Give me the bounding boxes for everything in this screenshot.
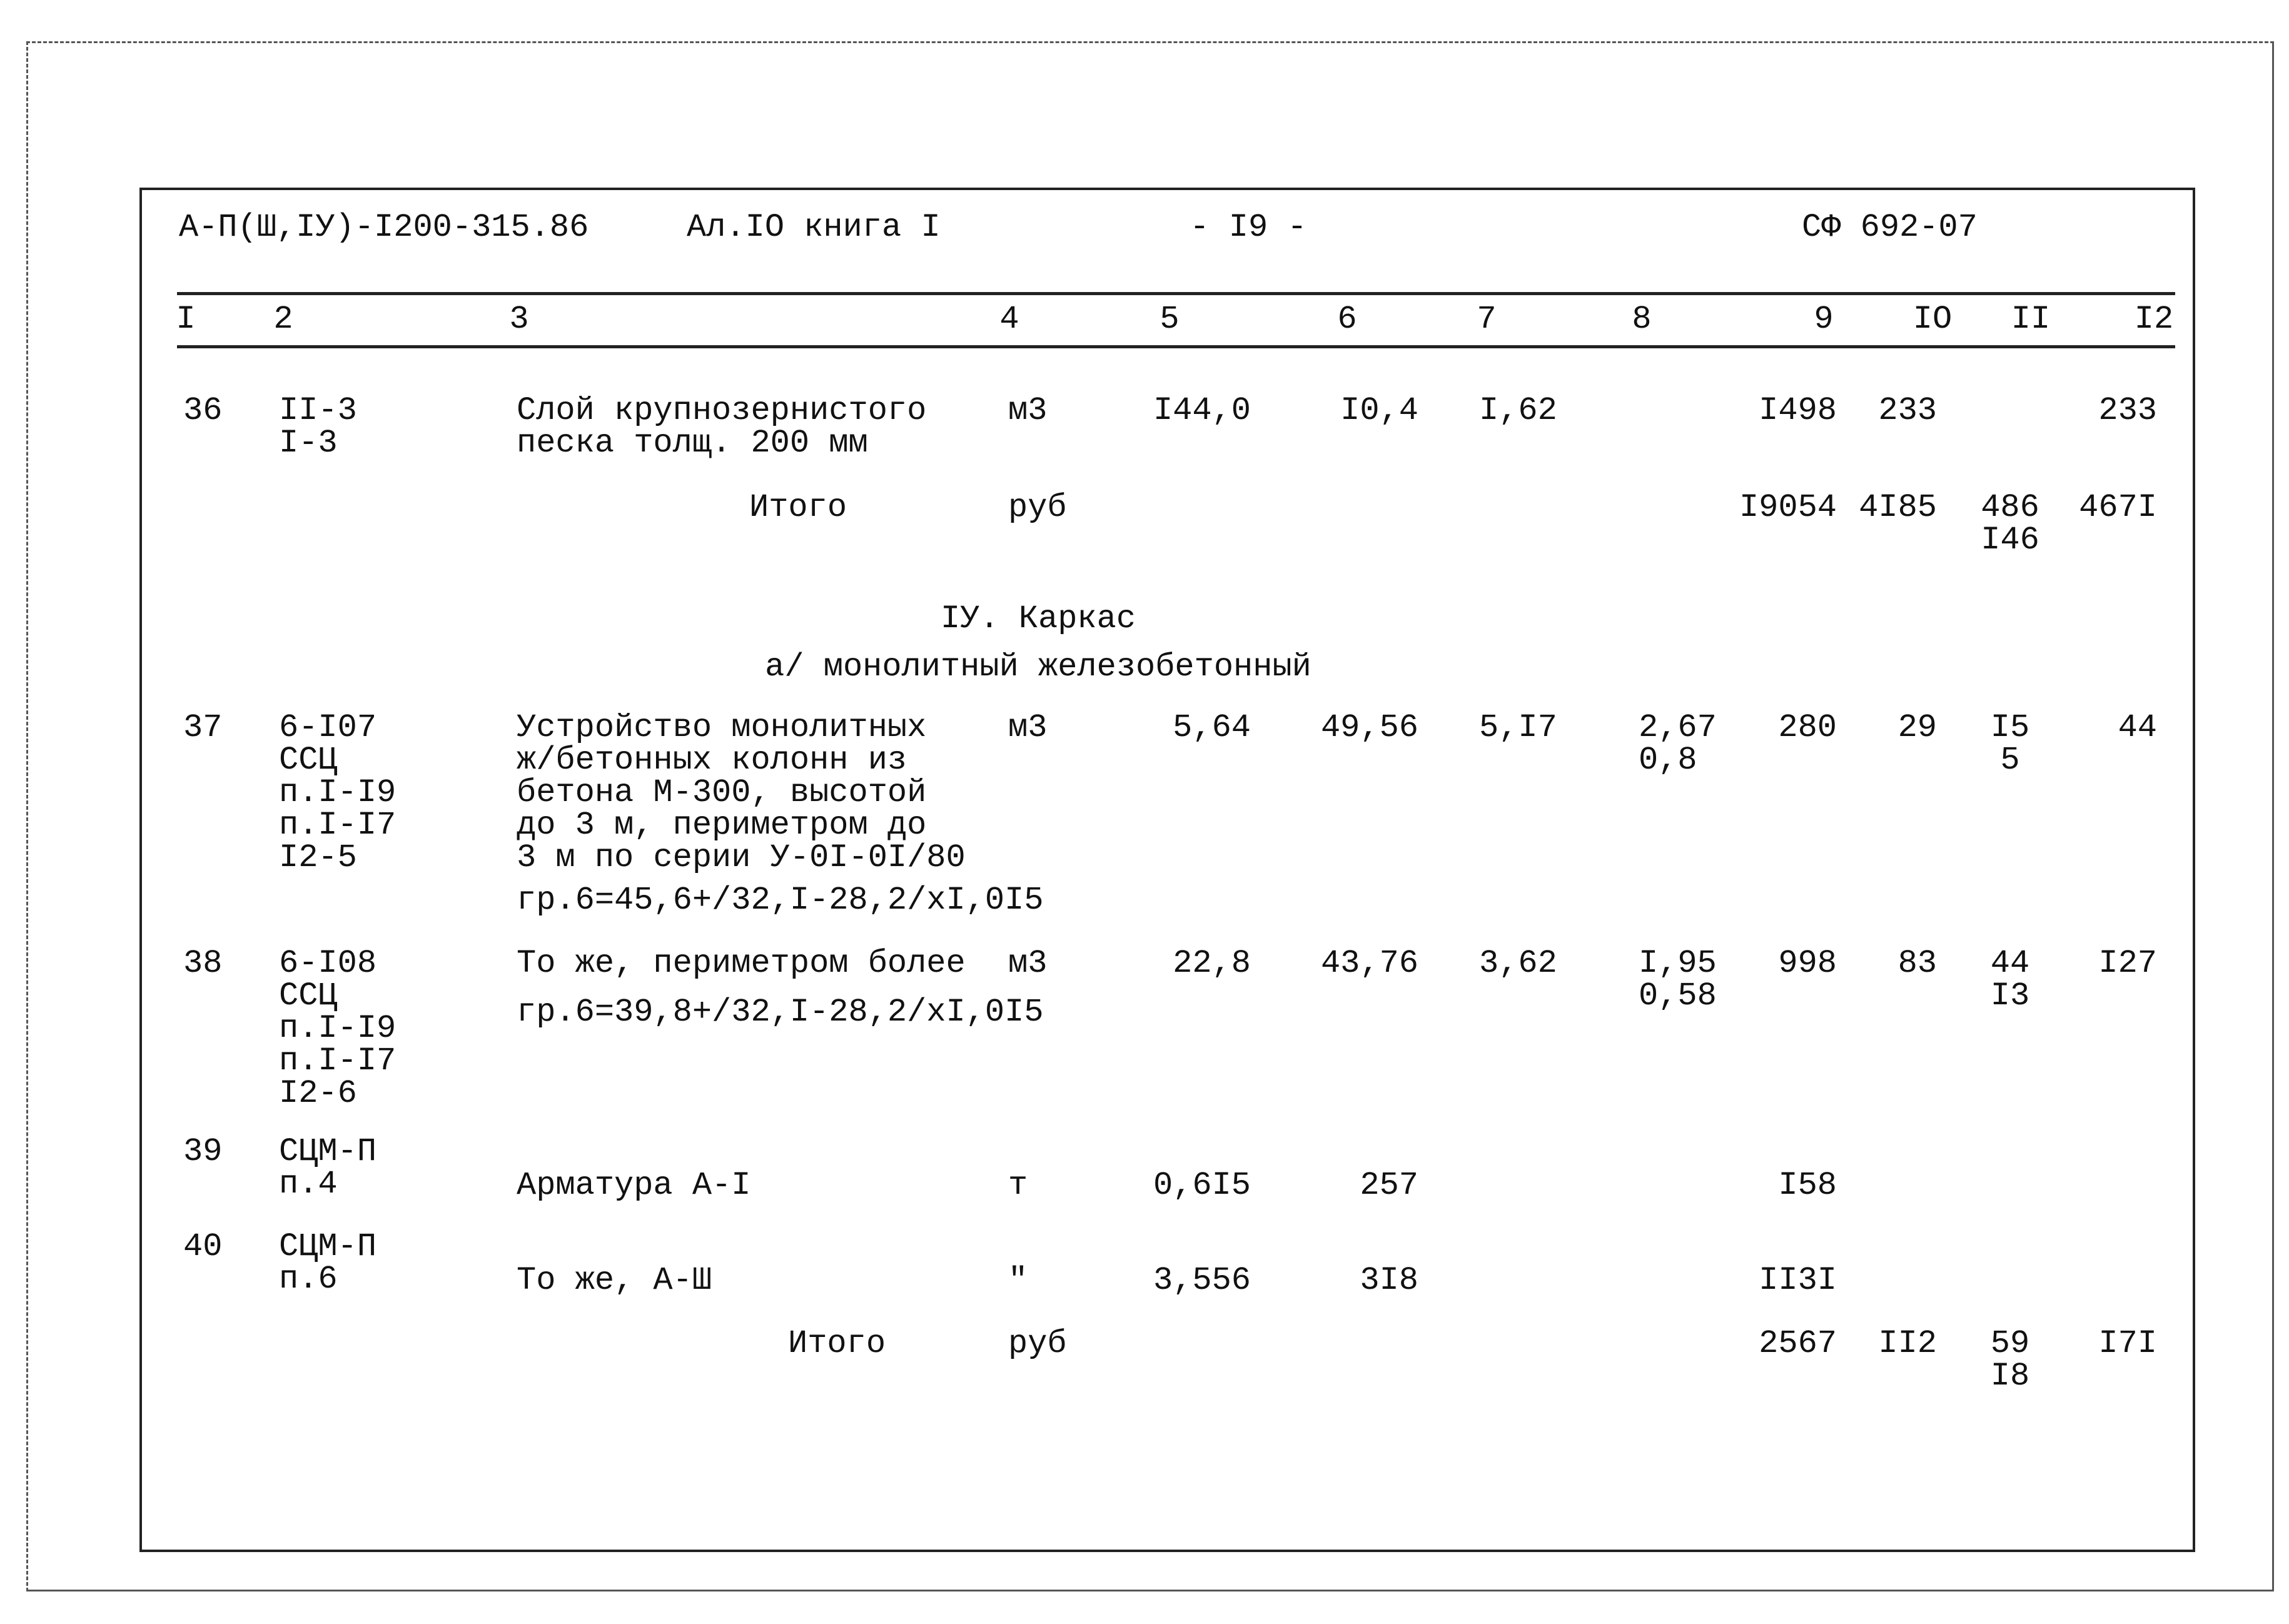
column-number: 8 [1632, 301, 1652, 338]
cell-col-1: 37 [183, 709, 223, 746]
cell-col-11: I5 5 [1990, 709, 2030, 779]
cell-col-7: 5,I7 [1479, 709, 1557, 746]
cell-col-9: 2567 [1759, 1325, 1837, 1362]
cell-col-11: 44 I3 [1990, 945, 2030, 1014]
cell-col-5: I44,0 [1153, 392, 1251, 429]
sheet-code: СФ 692-07 [1802, 209, 1978, 246]
cell-col-1: 38 [183, 945, 223, 982]
column-number: IO [1913, 301, 1953, 338]
cell-col-7: 3,62 [1479, 945, 1557, 982]
cell-col-5: 3,556 [1153, 1262, 1251, 1299]
cell-col-3: Итого [788, 1325, 886, 1362]
cell-col-4: " [1008, 1262, 1028, 1299]
column-number: 3 [509, 301, 529, 338]
calculation-note: гр.6=45,6+/32,I-28,2/xI,0I5 [517, 882, 1044, 919]
cell-col-2: СЦМ-П п.4 [279, 1133, 377, 1203]
cell-col-4: м3 [1008, 709, 1048, 746]
header-rule-top [177, 292, 2175, 295]
cell-col-1: 36 [183, 392, 223, 429]
section-title: IУ. Каркас [940, 600, 1136, 637]
column-number: 4 [999, 301, 1019, 338]
cell-col-3: То же, периметром более [517, 945, 966, 982]
cell-col-6: 3I8 [1360, 1262, 1418, 1299]
header-rule-bottom [177, 345, 2175, 348]
cell-col-10: 29 [1897, 709, 1937, 746]
cell-col-9: 280 [1778, 709, 1837, 746]
cell-col-12: I7I [2098, 1325, 2157, 1362]
cell-col-5: 0,6I5 [1153, 1167, 1251, 1204]
cell-col-1: 39 [183, 1133, 223, 1170]
page-number: - I9 - [1190, 209, 1307, 246]
calculation-note: гр.6=39,8+/32,I-28,2/xI,0I5 [517, 994, 1044, 1031]
cell-col-3: Слой крупнозернистого песка толщ. 200 мм [517, 392, 927, 461]
cell-col-7: I,62 [1479, 392, 1557, 429]
cell-col-12: 467I [2079, 489, 2157, 526]
cell-col-10: 83 [1897, 945, 1937, 982]
album-label: Ал.IO книга I [687, 209, 941, 246]
column-number: I2 [2134, 301, 2174, 338]
column-number: 5 [1160, 301, 1180, 338]
cell-col-6: 49,56 [1320, 709, 1418, 746]
cell-col-3: Итого [749, 489, 847, 526]
section-subtitle: а/ монолитный железобетонный [765, 648, 1311, 685]
cell-col-4: м3 [1008, 945, 1048, 982]
cell-col-4: руб [1008, 1325, 1067, 1362]
cell-col-8: 2,67 0,8 [1639, 709, 1717, 779]
cell-col-3: Арматура А-I [517, 1167, 751, 1204]
cell-col-4: т [1008, 1167, 1028, 1204]
cell-col-6: 257 [1360, 1167, 1418, 1204]
cell-col-9: I58 [1778, 1167, 1837, 1204]
column-number: II [2011, 301, 2051, 338]
cell-col-4: м3 [1008, 392, 1048, 429]
column-number: 2 [273, 301, 293, 338]
cell-col-2: 6-I07 ССЦ п.I-I9 п.I-I7 I2-5 [279, 709, 397, 876]
cell-col-10: 233 [1878, 392, 1937, 429]
cell-col-2: СЦМ-П п.6 [279, 1228, 377, 1298]
column-number: 9 [1814, 301, 1834, 338]
cell-col-9: II3I [1759, 1262, 1837, 1299]
cell-col-2: 6-I08 ССЦ п.I-I9 п.I-I7 I2-6 [279, 945, 397, 1112]
cell-col-12: 44 [2118, 709, 2157, 746]
cell-col-9: 998 [1778, 945, 1837, 982]
document-code: А-П(Ш,IУ)-I200-315.86 [179, 209, 589, 246]
cell-col-8: I,95 0,58 [1639, 945, 1717, 1014]
cell-col-11: 486 I46 [1981, 489, 2039, 558]
cell-col-12: I27 [2098, 945, 2157, 982]
column-number: I [176, 301, 196, 338]
cell-col-2: II-3 I-3 [279, 392, 357, 461]
cell-col-4: руб [1008, 489, 1067, 526]
cell-col-10: 4I85 [1859, 489, 1937, 526]
column-number: 6 [1337, 301, 1357, 338]
column-number: 7 [1477, 301, 1497, 338]
cell-col-6: 43,76 [1320, 945, 1418, 982]
cell-col-5: 22,8 [1173, 945, 1251, 982]
cell-col-9: I9054 [1739, 489, 1837, 526]
cell-col-3: То же, А-Ш [517, 1262, 712, 1299]
cell-col-6: I0,4 [1340, 392, 1418, 429]
cell-col-9: I498 [1759, 392, 1837, 429]
cell-col-11: 59 I8 [1990, 1325, 2030, 1395]
cell-col-1: 40 [183, 1228, 223, 1265]
cell-col-12: 233 [2098, 392, 2157, 429]
cell-col-3: Устройство монолитных ж/бетонных колонн из бетона М-300, высотой до 3 м, периметром до 3 м по серии У-0I-0I/80 [517, 709, 966, 876]
cell-col-10: II2 [1878, 1325, 1937, 1362]
cell-col-5: 5,64 [1173, 709, 1251, 746]
